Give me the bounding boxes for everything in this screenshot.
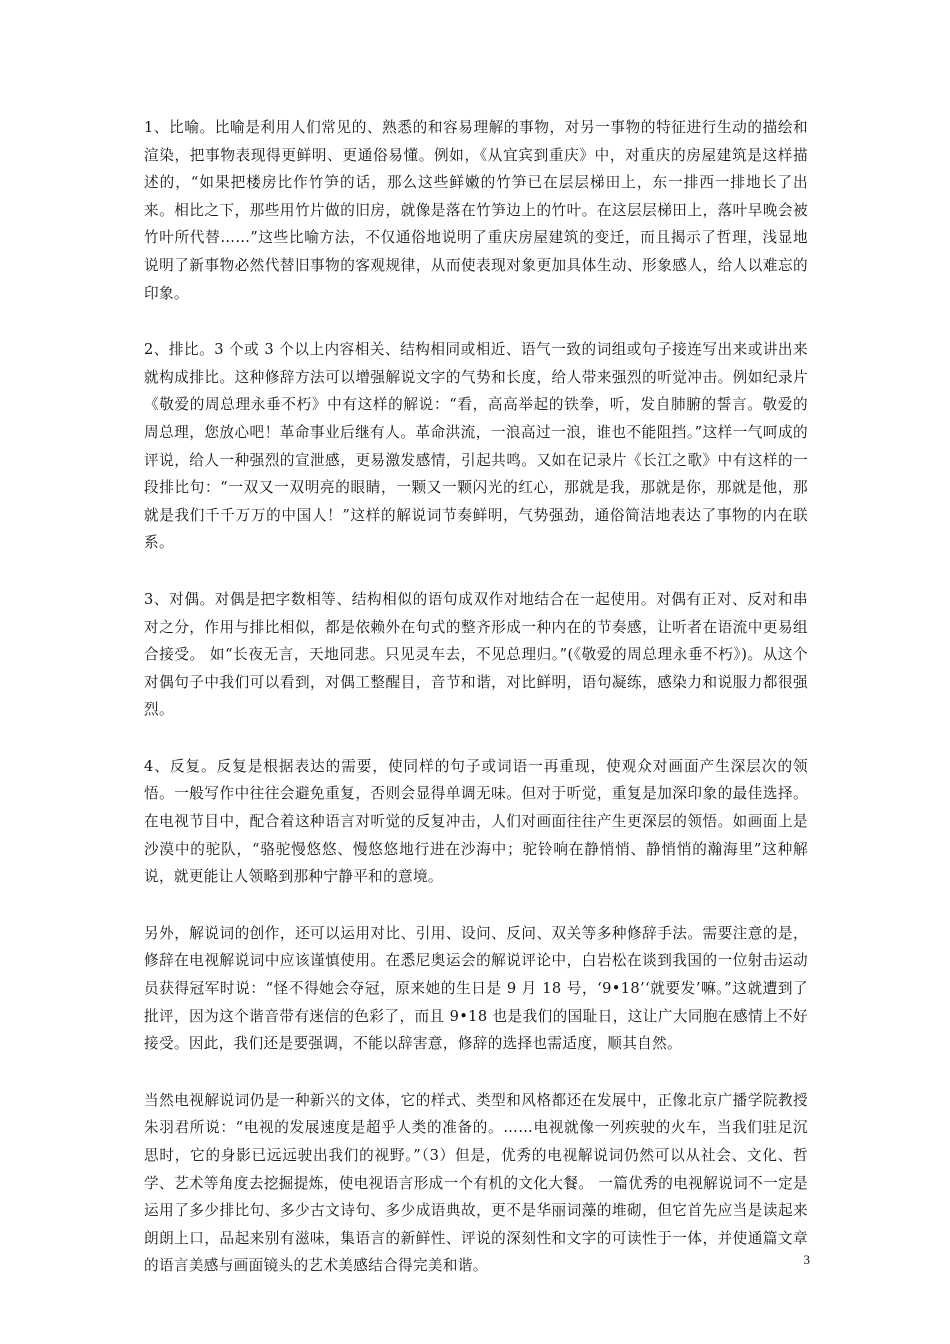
paragraph-parallelism: 2、排比。3 个或 3 个以上内容相关、结构相同或相近、语气一致的词组或句子接连写出来或讲出来就构成排比。这种修辞方法可以增强解说文字的气势和长度，给人带来强烈的听觉冲击。例如纪录片《敬爱的周总理永垂不朽》中有这样的解说：“看，高高举起的铁拳，听，发自肺腑的誓言。敬爱的周总理，您放心吧！革命事业后继有人。革命洪流，一浪高过一浪，谁也不能阻挡。”这样一气呵成的评说，给人一种强烈的宣泄感，更易激发感情，引起共鸣。又如在记录片《长江之歌》中有这样的一段排比句：“一双又一双明亮的眼睛，一颗又一颗闪光的红心，那就是我，那就是你，那就是他，那就是我们千千万万的中国人！”这样的解说词节奏鲜明，气势强劲，通俗简洁地表达了事物的内在联系。 [144, 341, 808, 552]
page-body [144, 114, 808, 1309]
page-number: 3 [803, 1252, 810, 1267]
paragraph-other-rhetoric: 另外，解说词的创作，还可以运用对比、引用、设问、反问、双关等多种修辞手法。需要注意的是，修辞在电视解说词中应该谨慎使用。在悉尼奥运会的解说评论中，白岩松在谈到我国的一位射击运动员获得冠军时说：“怪不得她会夺冠，原来她的生日是 9 月 18 号，‘9•18’‘就要发’嘛。”这就遭到了批评，因为这个谐音带有迷信的色彩了，而且 9•18 也是我们的国耻日，这让广大同胞在感情上不好接受。因此，我们还是要强调，不能以辞害意，修辞的选择也需适度，顺其自然。 [144, 924, 808, 1053]
paragraph-repetition: 4、反复。反复是根据表达的需要，使同样的句子或词语一再重现，使观众对画面产生深层次的领悟。一般写作中往往会避免重复，否则会显得单调无味。但对于听觉，重复是加深印象的最佳选择。在电视节目中，配合着这种语言对听觉的反复冲击，人们对画面往往产生更深层的领悟。如画面上是沙漠中的驼队，“骆驼慢悠悠、慢悠悠地行进在沙海中；驼铃响在静悄悄、静悄悄的瀚海里”这种解说，就更能让人领略到那种宁静平和的意境。 [144, 757, 808, 886]
paragraph-metaphor: 1、比喻。比喻是利用人们常见的、熟悉的和容易理解的事物，对另一事物的特征进行生动的描绘和渲染，把事物表现得更鲜明、更通俗易懂。例如，《从宜宾到重庆》中，对重庆的房屋建筑是这样描述的，“如果把楼房比作竹笋的话，那么这些鲜嫩的竹笋已在层层梯田上，东一排西一排地长了出来。相比之下，那些用竹片做的旧房，就像是落在竹笋边上的竹叶。在这层层梯田上，落叶早晚会被竹叶所代替……”这些比喻方法，不仅通俗地说明了重庆房屋建筑的变迁，而且揭示了哲理，浅显地说明了新事物必然代替旧事物的客观规律，从而使表现对象更加具体生动、形象感人，给人以难忘的印象。 [144, 119, 808, 302]
paragraph-antithesis: 3、对偶。对偶是把字数相等、结构相似的语句成双作对地结合在一起使用。对偶有正对、反对和串对之分，作用与排比相似，都是依赖外在句式的整齐形成一种内在的节奏感，让听者在语流中更易组合接受。 如“长夜无言，天地同悲。只见灵车去，不见总理归。”(《敬爱的周总理永垂不朽》)。从这个对偶句子中我们可以看到，对偶工整醒目，音节和谐，对比鲜明，语句凝练，感染力和说服力都很强烈。 [144, 590, 808, 719]
paragraph-conclusion: 当然电视解说词仍是一种新兴的文体，它的样式、类型和风格都还在发展中，正像北京广播学院教授朱羽君所说：“电视的发展速度是超乎人类的准备的。……电视就像一列疾驶的火车，当我们驻足沉思时，它的身影已远远驶出我们的视野。”（3）但是，优秀的电视解说词仍然可以从社会、文化、哲学、艺术等角度去挖掘提炼，使电视语言形成一个有机的文化大餐。 一篇优秀的电视解说词不一定是运用了多少排比句、多少古文诗句、多少成语典故，更不是华丽词藻的堆砌，但它首先应当是读起来朗朗上口，品起来别有滋味，集语言的新鲜性、评说的深刻性和文字的可读性于一体，并使通篇文章的语言美感与画面镜头的艺术美感结合得完美和谐。 [144, 1091, 808, 1275]
